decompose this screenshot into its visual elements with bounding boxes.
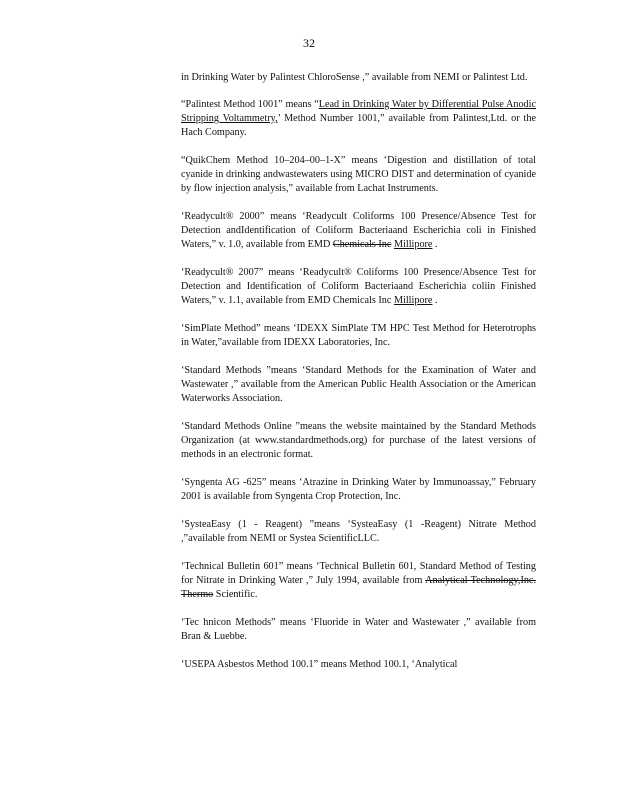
page-number: 32	[303, 36, 315, 50]
definition-text: ‘USEPA Asbestos Method 100.1” means Method 100.1, ‘Analytical	[181, 659, 458, 670]
definition-paragraph	[181, 616, 536, 644]
definition-text: “QuikChem Method 10–204–00–1-X” means ‘Digestion and distillation of total cyanide in drinking andwastewaters using MICRO DIST and determination of cyanide by flow injection analysis,” available from Lachat Instruments.	[181, 155, 536, 194]
inserted-text: Millipore	[393, 239, 433, 250]
definition-text: .	[432, 295, 438, 306]
definition-paragraph	[181, 154, 536, 196]
definition-text: ‘Standard Methods ”means ‘Standard Methods for the Examination of Water and Wastewater ,” available from the American Public Health Association or the American Waterworks Association.	[181, 365, 536, 404]
definition-paragraph	[181, 560, 536, 602]
definition-paragraph	[181, 658, 536, 672]
definition-text: Scientific.	[213, 589, 258, 600]
deleted-text: Chemicals Inc	[332, 239, 392, 250]
definition-text: ‘Readycult® 2007” means ‘Readycult® Coliforms 100 Presence/Absence Test for Detection and Identification of Coliform Bacteriaand Escherichia coliin Finished Waters,” v. 1.1, available from EMD Chemicals Inc	[181, 267, 536, 306]
definition-text: ‘SysteaEasy (1 - Reagent) ”means ‘SysteaEasy (1 -Reagent) Nitrate Method ,”available from NEMI or Systea ScientificLLC.	[181, 519, 536, 544]
definition-paragraph	[181, 322, 536, 350]
definition-text: ‘SimPlate Method” means ‘IDEXX SimPlate TM HPC Test Method for Heterotrophs in Water,”available from IDEXX Laboratories, Inc.	[181, 323, 536, 348]
inserted-text: Millipore	[393, 295, 433, 306]
definition-paragraph	[181, 364, 536, 406]
definition-paragraph	[181, 266, 536, 308]
definition-paragraph	[181, 210, 536, 252]
definition-text: ‘Readycult® 2000” means ‘Readycult Coliforms 100 Presence/Absence Test for Detection andIdentification of Coliform Bacteriaand Escherichia coli in Finished Waters,” v. 1.0, available from EMD	[181, 211, 536, 250]
definition-text: ‘Syngenta AG -625” means ‘Atrazine in Drinking Water by Immunoassay,” February 2001 is available from Syngenta Crop Protection, Inc.	[181, 477, 536, 502]
definition-paragraph	[181, 98, 536, 140]
definition-text: ‘Technical Bulletin 601” means ‘Technical Bulletin 601, Standard Method of Testing for Nitrate in Drinking Water ,” July 1994, available from	[181, 561, 536, 586]
definition-text: .	[432, 239, 438, 250]
definition-text: ’ Method Number 1001,” available from Palintest,Ltd. or the Hach Company.	[181, 113, 536, 138]
definition-text: ‘Tec hnicon Methods” means ‘Fluoride in Water and Wastewater ,” available from Bran & Luebbe.	[181, 617, 536, 642]
definition-paragraph	[181, 476, 536, 504]
definition-text: in Drinking Water by Palintest ChloroSense ,” available from NEMI or Palintest Ltd.	[181, 72, 528, 83]
definition-text: ‘Standard Methods Online ”means the website maintained by the Standard Methods Organization (at www.standardmethods.org) for purchase of the latest versions of methods in an electronic format.	[181, 421, 536, 460]
definition-text: “Palintest Method 1001” means “	[181, 99, 319, 110]
definition-paragraph	[181, 518, 536, 546]
definition-paragraph	[181, 71, 536, 85]
inserted-text: Lead in Drinking Water by Differential Pulse Anodic Stripping Voltammetry,	[181, 99, 536, 124]
deleted-text: Analytical Technology,Inc. Thermo	[181, 575, 536, 600]
definition-paragraph	[181, 420, 536, 462]
definitions-list	[181, 71, 536, 686]
